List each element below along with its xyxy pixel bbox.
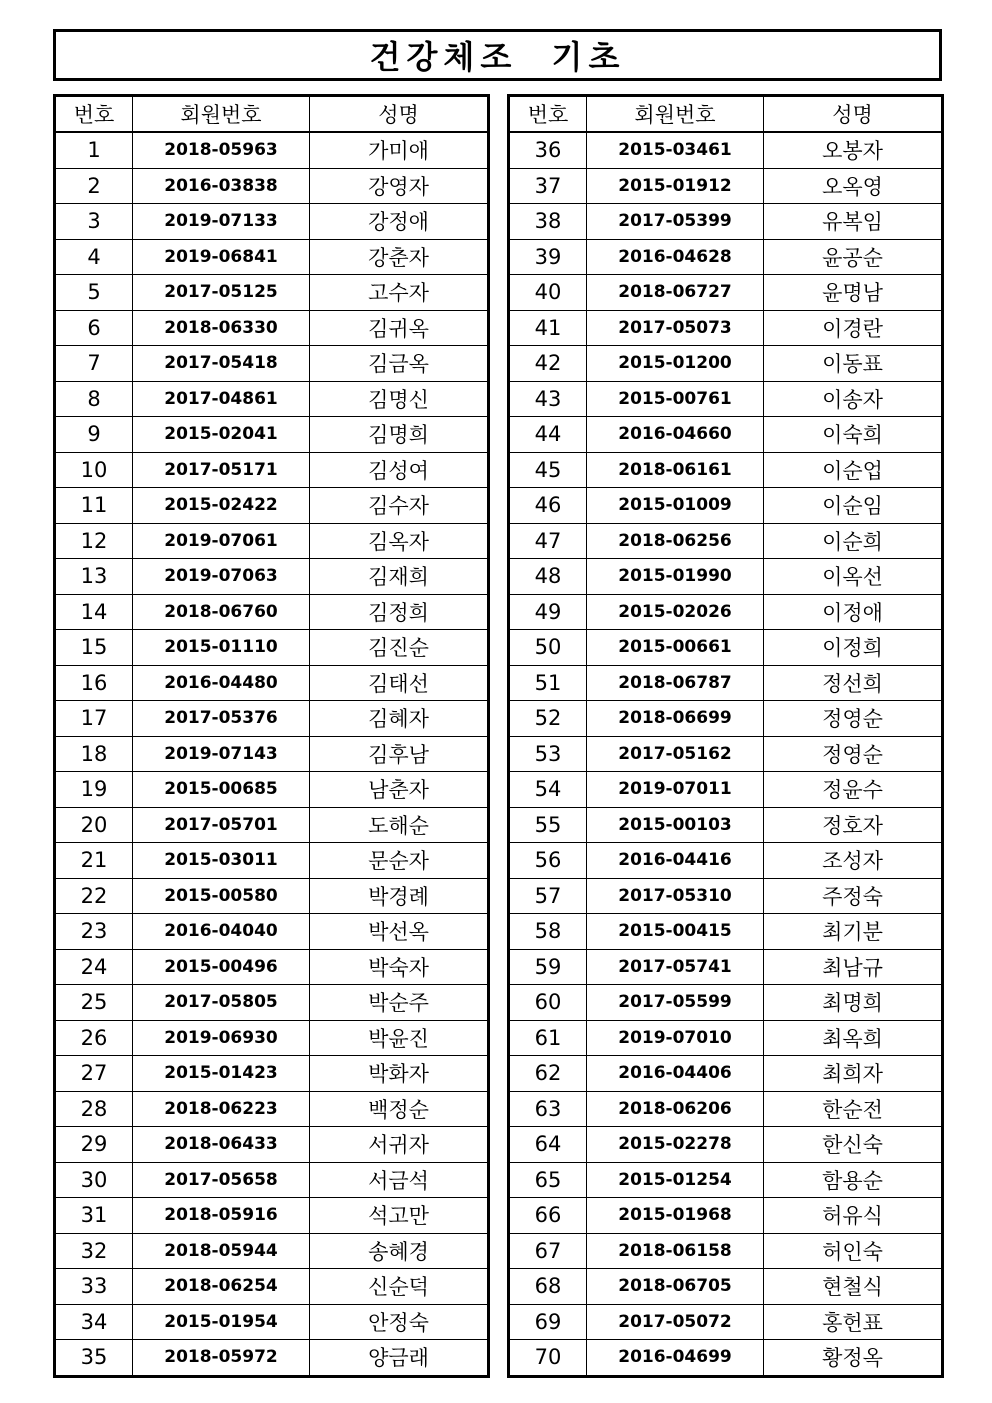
member-id-cell: 2017-05399 — [587, 204, 764, 240]
row-number: 47 — [509, 523, 587, 559]
member-name-cell: 강정애 — [310, 204, 489, 240]
table-row — [55, 452, 489, 488]
member-name-cell: 남춘자 — [310, 772, 489, 808]
row-number: 42 — [509, 346, 587, 382]
table-row — [55, 1269, 489, 1305]
row-number: 57 — [509, 878, 587, 914]
member-name-cell: 최남규 — [764, 949, 943, 985]
member-id-cell: 2015-02041 — [133, 417, 310, 453]
member-name-cell: 김명신 — [310, 381, 489, 417]
member-name-cell: 유복임 — [764, 204, 943, 240]
table-row — [509, 1020, 943, 1056]
member-name-cell: 송혜경 — [310, 1233, 489, 1269]
table-row — [509, 665, 943, 701]
table-row — [55, 346, 489, 382]
row-number: 51 — [509, 665, 587, 701]
member-id-cell: 2018-05972 — [133, 1340, 310, 1377]
row-number: 69 — [509, 1304, 587, 1340]
table-row — [509, 204, 943, 240]
table-row — [55, 1056, 489, 1092]
member-name-cell: 박선옥 — [310, 914, 489, 950]
table-row — [55, 168, 489, 204]
table-row — [509, 381, 943, 417]
table-row — [55, 878, 489, 914]
member-id-cell: 2017-05171 — [133, 452, 310, 488]
member-id-cell: 2015-02422 — [133, 488, 310, 524]
table-row — [55, 1020, 489, 1056]
table-row — [55, 914, 489, 950]
table-row — [55, 736, 489, 772]
table-row — [509, 488, 943, 524]
member-id-cell: 2019-07011 — [587, 772, 764, 808]
member-name-cell: 정영순 — [764, 701, 943, 737]
row-number: 44 — [509, 417, 587, 453]
table-row — [509, 523, 943, 559]
row-number: 50 — [509, 630, 587, 666]
member-name-cell: 이옥선 — [764, 559, 943, 595]
table-row — [509, 701, 943, 737]
member-id-cell: 2015-00761 — [587, 381, 764, 417]
row-number: 7 — [55, 346, 133, 382]
table-row — [55, 665, 489, 701]
member-id-cell: 2019-07143 — [133, 736, 310, 772]
table-row — [509, 168, 943, 204]
member-id-cell: 2019-07133 — [133, 204, 310, 240]
member-id-cell: 2018-06705 — [587, 1269, 764, 1305]
table-row — [55, 701, 489, 737]
member-name-cell: 이동표 — [764, 346, 943, 382]
member-id-cell: 2016-04480 — [133, 665, 310, 701]
row-number: 67 — [509, 1233, 587, 1269]
header-member-id: 회원번호 — [133, 96, 310, 133]
table-row — [509, 736, 943, 772]
table-row — [55, 772, 489, 808]
member-name-cell: 신순덕 — [310, 1269, 489, 1305]
table-row — [509, 1091, 943, 1127]
member-name-cell: 고수자 — [310, 275, 489, 311]
member-name-cell: 현철식 — [764, 1269, 943, 1305]
table-body-left — [55, 132, 489, 1376]
member-name-cell: 김후남 — [310, 736, 489, 772]
row-number: 53 — [509, 736, 587, 772]
table-body-right — [509, 132, 943, 1376]
member-id-cell: 2015-01254 — [587, 1162, 764, 1198]
member-name-cell: 이정애 — [764, 594, 943, 630]
table-row — [509, 843, 943, 879]
member-id-cell: 2019-07061 — [133, 523, 310, 559]
table-row — [509, 1233, 943, 1269]
page-title: 건강체조 기초 — [369, 38, 626, 76]
row-number: 10 — [55, 452, 133, 488]
member-id-cell: 2019-07063 — [133, 559, 310, 595]
row-number: 31 — [55, 1198, 133, 1234]
member-id-cell: 2015-00415 — [587, 914, 764, 950]
row-number: 61 — [509, 1020, 587, 1056]
table-row — [55, 559, 489, 595]
member-id-cell: 2015-02026 — [587, 594, 764, 630]
member-name-cell: 김성여 — [310, 452, 489, 488]
table-row — [509, 914, 943, 950]
header-num: 번호 — [55, 96, 133, 133]
member-id-cell: 2018-06206 — [587, 1091, 764, 1127]
member-id-cell: 2017-05376 — [133, 701, 310, 737]
member-id-cell: 2015-01200 — [587, 346, 764, 382]
roster-table-left — [53, 94, 490, 1378]
member-id-cell: 2015-01912 — [587, 168, 764, 204]
member-name-cell: 양금래 — [310, 1340, 489, 1377]
table-row — [509, 1056, 943, 1092]
row-number: 2 — [55, 168, 133, 204]
member-id-cell: 2017-05701 — [133, 807, 310, 843]
table-row — [509, 275, 943, 311]
row-number: 63 — [509, 1091, 587, 1127]
member-id-cell: 2015-01009 — [587, 488, 764, 524]
header-row — [509, 96, 943, 133]
row-number: 4 — [55, 239, 133, 275]
member-id-cell: 2015-03011 — [133, 843, 310, 879]
table-row — [509, 346, 943, 382]
member-name-cell: 오옥영 — [764, 168, 943, 204]
member-name-cell: 안정숙 — [310, 1304, 489, 1340]
member-id-cell: 2016-04699 — [587, 1340, 764, 1377]
row-number: 40 — [509, 275, 587, 311]
member-name-cell: 허인숙 — [764, 1233, 943, 1269]
member-name-cell: 김혜자 — [310, 701, 489, 737]
member-id-cell: 2017-05741 — [587, 949, 764, 985]
table-row — [55, 488, 489, 524]
member-name-cell: 정영순 — [764, 736, 943, 772]
table-row — [509, 594, 943, 630]
member-name-cell: 김재희 — [310, 559, 489, 595]
table-row — [509, 878, 943, 914]
table-row — [509, 630, 943, 666]
table-row — [509, 417, 943, 453]
row-number: 62 — [509, 1056, 587, 1092]
member-id-cell: 2015-00103 — [587, 807, 764, 843]
table-row — [509, 985, 943, 1021]
table-row — [509, 1340, 943, 1377]
member-name-cell: 문순자 — [310, 843, 489, 879]
member-name-cell: 최옥희 — [764, 1020, 943, 1056]
member-name-cell: 도해순 — [310, 807, 489, 843]
member-name-cell: 정윤수 — [764, 772, 943, 808]
row-number: 8 — [55, 381, 133, 417]
member-name-cell: 박윤진 — [310, 1020, 489, 1056]
row-number: 37 — [509, 168, 587, 204]
table-row — [55, 417, 489, 453]
member-id-cell: 2016-04406 — [587, 1056, 764, 1092]
member-id-cell: 2015-02278 — [587, 1127, 764, 1163]
member-id-cell: 2018-05963 — [133, 132, 310, 168]
table-row — [55, 949, 489, 985]
row-number: 34 — [55, 1304, 133, 1340]
table-row — [55, 1304, 489, 1340]
table-row — [55, 275, 489, 311]
row-number: 12 — [55, 523, 133, 559]
row-number: 15 — [55, 630, 133, 666]
table-row — [55, 310, 489, 346]
member-id-cell: 2017-05599 — [587, 985, 764, 1021]
table-row — [55, 985, 489, 1021]
row-number: 17 — [55, 701, 133, 737]
member-name-cell: 윤명남 — [764, 275, 943, 311]
row-number: 22 — [55, 878, 133, 914]
row-number: 45 — [509, 452, 587, 488]
member-id-cell: 2015-01968 — [587, 1198, 764, 1234]
row-number: 70 — [509, 1340, 587, 1377]
table-row — [55, 807, 489, 843]
member-id-cell: 2016-04040 — [133, 914, 310, 950]
row-number: 29 — [55, 1127, 133, 1163]
table-row — [55, 1233, 489, 1269]
table-row — [55, 594, 489, 630]
row-number: 52 — [509, 701, 587, 737]
member-id-cell: 2015-01110 — [133, 630, 310, 666]
table-row — [55, 1340, 489, 1377]
header-num: 번호 — [509, 96, 587, 133]
table-row — [55, 1198, 489, 1234]
table-row — [55, 1162, 489, 1198]
member-id-cell: 2017-05658 — [133, 1162, 310, 1198]
row-number: 36 — [509, 132, 587, 168]
member-name-cell: 강춘자 — [310, 239, 489, 275]
member-id-cell: 2018-05916 — [133, 1198, 310, 1234]
member-id-cell: 2018-06727 — [587, 275, 764, 311]
table-row — [55, 132, 489, 168]
member-name-cell: 이정희 — [764, 630, 943, 666]
member-name-cell: 김정희 — [310, 594, 489, 630]
table-row — [509, 807, 943, 843]
member-name-cell: 최희자 — [764, 1056, 943, 1092]
row-number: 32 — [55, 1233, 133, 1269]
row-number: 28 — [55, 1091, 133, 1127]
table-row — [509, 1304, 943, 1340]
member-name-cell: 한신숙 — [764, 1127, 943, 1163]
row-number: 39 — [509, 239, 587, 275]
member-name-cell: 석고만 — [310, 1198, 489, 1234]
header-row — [55, 96, 489, 133]
row-number: 1 — [55, 132, 133, 168]
member-id-cell: 2015-01990 — [587, 559, 764, 595]
title-box — [53, 29, 942, 81]
member-id-cell: 2015-00685 — [133, 772, 310, 808]
row-number: 58 — [509, 914, 587, 950]
member-id-cell: 2015-01954 — [133, 1304, 310, 1340]
member-id-cell: 2016-04416 — [587, 843, 764, 879]
member-id-cell: 2018-06254 — [133, 1269, 310, 1305]
row-number: 55 — [509, 807, 587, 843]
member-name-cell: 김귀옥 — [310, 310, 489, 346]
table-row — [55, 630, 489, 666]
member-name-cell: 박순주 — [310, 985, 489, 1021]
table-row — [55, 239, 489, 275]
row-number: 5 — [55, 275, 133, 311]
member-id-cell: 2018-05944 — [133, 1233, 310, 1269]
member-id-cell: 2017-05805 — [133, 985, 310, 1021]
member-id-cell: 2018-06699 — [587, 701, 764, 737]
member-id-cell: 2018-06161 — [587, 452, 764, 488]
row-number: 21 — [55, 843, 133, 879]
member-name-cell: 이순임 — [764, 488, 943, 524]
row-number: 68 — [509, 1269, 587, 1305]
row-number: 66 — [509, 1198, 587, 1234]
member-id-cell: 2016-04628 — [587, 239, 764, 275]
table-row — [55, 1127, 489, 1163]
member-name-cell: 조성자 — [764, 843, 943, 879]
row-number: 13 — [55, 559, 133, 595]
table-row — [509, 132, 943, 168]
member-name-cell: 정선희 — [764, 665, 943, 701]
member-name-cell: 홍헌표 — [764, 1304, 943, 1340]
member-id-cell: 2018-06760 — [133, 594, 310, 630]
member-name-cell: 주정숙 — [764, 878, 943, 914]
member-name-cell: 허유식 — [764, 1198, 943, 1234]
row-number: 19 — [55, 772, 133, 808]
row-number: 24 — [55, 949, 133, 985]
member-name-cell: 김옥자 — [310, 523, 489, 559]
member-id-cell: 2015-00496 — [133, 949, 310, 985]
row-number: 41 — [509, 310, 587, 346]
row-number: 64 — [509, 1127, 587, 1163]
table-row — [509, 452, 943, 488]
member-id-cell: 2019-07010 — [587, 1020, 764, 1056]
row-number: 48 — [509, 559, 587, 595]
row-number: 43 — [509, 381, 587, 417]
member-id-cell: 2018-06330 — [133, 310, 310, 346]
member-name-cell: 강영자 — [310, 168, 489, 204]
member-name-cell: 이순업 — [764, 452, 943, 488]
member-name-cell: 이경란 — [764, 310, 943, 346]
member-name-cell: 김태선 — [310, 665, 489, 701]
member-name-cell: 가미애 — [310, 132, 489, 168]
member-name-cell: 김금옥 — [310, 346, 489, 382]
member-id-cell: 2019-06930 — [133, 1020, 310, 1056]
member-id-cell: 2016-03838 — [133, 168, 310, 204]
table-row — [509, 949, 943, 985]
row-number: 30 — [55, 1162, 133, 1198]
table-row — [55, 843, 489, 879]
header-name: 성명 — [310, 96, 489, 133]
row-number: 3 — [55, 204, 133, 240]
table-row — [509, 1162, 943, 1198]
header-member-id: 회원번호 — [587, 96, 764, 133]
member-name-cell: 최명희 — [764, 985, 943, 1021]
row-number: 65 — [509, 1162, 587, 1198]
member-name-cell: 박화자 — [310, 1056, 489, 1092]
table-row — [509, 1198, 943, 1234]
roster-table-right — [507, 94, 944, 1378]
member-name-cell: 오봉자 — [764, 132, 943, 168]
table-row — [509, 310, 943, 346]
member-id-cell: 2015-03461 — [587, 132, 764, 168]
table-row — [509, 1127, 943, 1163]
member-name-cell: 함용순 — [764, 1162, 943, 1198]
member-name-cell: 황정옥 — [764, 1340, 943, 1377]
member-name-cell: 김진순 — [310, 630, 489, 666]
row-number: 25 — [55, 985, 133, 1021]
row-number: 49 — [509, 594, 587, 630]
table-row — [55, 523, 489, 559]
table-row — [509, 1269, 943, 1305]
row-number: 26 — [55, 1020, 133, 1056]
member-name-cell: 이순희 — [764, 523, 943, 559]
member-id-cell: 2015-01423 — [133, 1056, 310, 1092]
row-number: 27 — [55, 1056, 133, 1092]
table-row — [55, 1091, 489, 1127]
member-id-cell: 2016-04660 — [587, 417, 764, 453]
member-id-cell: 2015-00661 — [587, 630, 764, 666]
table-row — [509, 772, 943, 808]
member-name-cell: 박경례 — [310, 878, 489, 914]
member-name-cell: 서금석 — [310, 1162, 489, 1198]
row-number: 60 — [509, 985, 587, 1021]
member-id-cell: 2017-04861 — [133, 381, 310, 417]
row-number: 46 — [509, 488, 587, 524]
member-id-cell: 2018-06158 — [587, 1233, 764, 1269]
member-id-cell: 2017-05310 — [587, 878, 764, 914]
member-id-cell: 2018-06256 — [587, 523, 764, 559]
member-name-cell: 이송자 — [764, 381, 943, 417]
row-number: 33 — [55, 1269, 133, 1305]
row-number: 14 — [55, 594, 133, 630]
row-number: 56 — [509, 843, 587, 879]
row-number: 54 — [509, 772, 587, 808]
header-name: 성명 — [764, 96, 943, 133]
member-name-cell: 정호자 — [764, 807, 943, 843]
row-number: 9 — [55, 417, 133, 453]
row-number: 20 — [55, 807, 133, 843]
member-name-cell: 한순전 — [764, 1091, 943, 1127]
table-row — [509, 559, 943, 595]
member-id-cell: 2015-00580 — [133, 878, 310, 914]
member-id-cell: 2019-06841 — [133, 239, 310, 275]
row-number: 18 — [55, 736, 133, 772]
member-id-cell: 2017-05418 — [133, 346, 310, 382]
member-name-cell: 백정순 — [310, 1091, 489, 1127]
table-row — [55, 381, 489, 417]
member-id-cell: 2017-05162 — [587, 736, 764, 772]
member-name-cell: 김수자 — [310, 488, 489, 524]
member-name-cell: 박숙자 — [310, 949, 489, 985]
member-id-cell: 2017-05073 — [587, 310, 764, 346]
table-row — [55, 204, 489, 240]
member-name-cell: 서귀자 — [310, 1127, 489, 1163]
member-name-cell: 김명희 — [310, 417, 489, 453]
table-row — [509, 239, 943, 275]
member-name-cell: 윤공순 — [764, 239, 943, 275]
row-number: 16 — [55, 665, 133, 701]
row-number: 35 — [55, 1340, 133, 1377]
member-name-cell: 이숙희 — [764, 417, 943, 453]
row-number: 59 — [509, 949, 587, 985]
row-number: 11 — [55, 488, 133, 524]
row-number: 6 — [55, 310, 133, 346]
row-number: 23 — [55, 914, 133, 950]
member-id-cell: 2018-06787 — [587, 665, 764, 701]
member-id-cell: 2018-06223 — [133, 1091, 310, 1127]
member-id-cell: 2017-05125 — [133, 275, 310, 311]
member-id-cell: 2017-05072 — [587, 1304, 764, 1340]
member-name-cell: 최기분 — [764, 914, 943, 950]
row-number: 38 — [509, 204, 587, 240]
member-id-cell: 2018-06433 — [133, 1127, 310, 1163]
